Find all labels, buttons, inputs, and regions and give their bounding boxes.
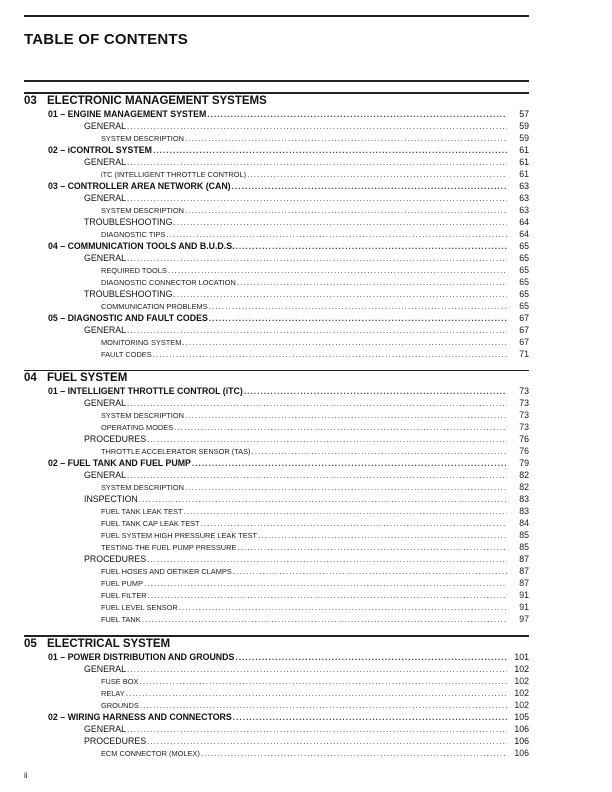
- entry-label: GENERAL: [84, 663, 127, 674]
- toc-subsection-entry[interactable]: [24, 723, 529, 735]
- dot-leader: [251, 446, 507, 457]
- entry-page-number: 65: [519, 288, 529, 299]
- entry-label: FUEL TANK: [101, 615, 141, 624]
- toc-chapter-entry[interactable]: [24, 711, 529, 723]
- entry-label: SYSTEM DESCRIPTION: [101, 133, 184, 143]
- toc-topic-entry[interactable]: [24, 348, 529, 360]
- dot-leader: [139, 494, 507, 505]
- dot-leader: [185, 410, 507, 421]
- section-number: 03: [24, 94, 37, 107]
- entry-page-number: 85: [519, 530, 529, 540]
- entry-page-number: 87: [519, 554, 529, 564]
- toc-topic-entry[interactable]: [24, 517, 529, 529]
- dot-leader: [258, 530, 507, 541]
- dot-leader: [127, 470, 507, 481]
- page-title: TABLE OF CONTENTS: [24, 31, 188, 48]
- toc-subsection-entry[interactable]: [24, 288, 529, 300]
- entry-page-number: 102: [514, 663, 529, 674]
- toc-topic-entry[interactable]: [24, 336, 529, 348]
- entry-label: iTC (INTELLIGENT THROTTLE CONTROL): [101, 169, 247, 179]
- section-title: ELECTRONIC MANAGEMENT SYSTEMS: [47, 94, 267, 107]
- dot-leader: [209, 301, 507, 312]
- dot-leader: [185, 205, 507, 216]
- entry-page-number: 64: [519, 228, 529, 239]
- section-title: ELECTRICAL SYSTEM: [47, 637, 171, 650]
- entry-page-number: 73: [519, 410, 529, 420]
- toc-topic-entry[interactable]: [24, 228, 529, 240]
- toc-topic-entry[interactable]: [24, 541, 529, 553]
- entry-label: 04 – COMMUNICATION TOOLS AND B.U.D.S.: [48, 240, 235, 251]
- entry-label: GENERAL: [84, 252, 127, 263]
- entry-page-number: 87: [519, 578, 529, 588]
- toc-topic-entry[interactable]: [24, 577, 529, 589]
- dot-leader: [235, 652, 507, 663]
- dot-leader: [237, 542, 507, 553]
- dot-leader: [244, 386, 507, 397]
- entry-label: TROUBLESHOOTING: [84, 216, 173, 227]
- entry-label: TROUBLESHOOTING: [84, 288, 173, 299]
- toc-subsection-entry[interactable]: [24, 252, 529, 264]
- entry-label: FUEL SYSTEM HIGH PRESSURE LEAK TEST: [101, 531, 258, 540]
- dot-leader: [147, 554, 507, 565]
- entry-page-number: 61: [519, 144, 529, 155]
- toc-subsection-entry[interactable]: [24, 433, 529, 445]
- entry-label: PROCEDURES: [84, 554, 147, 564]
- dot-leader: [237, 277, 507, 288]
- entry-page-number: 65: [519, 300, 529, 311]
- entry-page-number: 102: [514, 699, 529, 710]
- entry-label: MONITORING SYSTEM: [101, 337, 182, 347]
- entry-label: GENERAL: [84, 723, 127, 734]
- dot-leader: [182, 337, 507, 348]
- toc-section-03: [24, 92, 529, 360]
- toc-chapter-entry[interactable]: [24, 312, 529, 324]
- entry-label: GENERAL: [84, 324, 127, 335]
- toc-chapter-entry[interactable]: [24, 457, 529, 469]
- entry-page-number: 67: [519, 312, 529, 323]
- toc-subsection-entry[interactable]: [24, 493, 529, 505]
- entry-page-number: 83: [519, 506, 529, 516]
- toc-topic-entry[interactable]: [24, 204, 529, 216]
- entry-label: OPERATING MODES: [101, 423, 174, 432]
- entry-label: 02 – FUEL TANK AND FUEL PUMP: [48, 458, 191, 468]
- dot-leader: [201, 518, 507, 529]
- dot-leader: [147, 434, 507, 445]
- entry-page-number: 79: [519, 458, 529, 468]
- entry-label: PROCEDURES: [84, 434, 147, 444]
- dot-leader: [233, 712, 507, 723]
- toc-topic-entry[interactable]: [24, 264, 529, 276]
- entry-label: GENERAL: [84, 192, 127, 203]
- dot-leader: [236, 241, 507, 252]
- entry-label: GENERAL: [84, 470, 127, 480]
- toc-topic-entry[interactable]: [24, 421, 529, 433]
- entry-page-number: 87: [519, 566, 529, 576]
- page-number: ii: [24, 771, 28, 780]
- entry-label: REQUIRED TOOLS: [101, 265, 167, 275]
- toc-topic-entry[interactable]: [24, 699, 529, 711]
- entry-label: INSPECTION: [84, 494, 138, 504]
- entry-page-number: 73: [519, 422, 529, 432]
- dot-leader: [153, 145, 507, 156]
- dot-leader: [185, 133, 507, 144]
- dot-leader: [127, 398, 507, 409]
- toc-chapter-entry[interactable]: [24, 385, 529, 397]
- toc-topic-entry[interactable]: [24, 687, 529, 699]
- entry-label: ECM CONNECTOR (MOLEX): [101, 748, 200, 758]
- section-number: 05: [24, 637, 37, 650]
- toc-topic-entry[interactable]: [24, 409, 529, 421]
- toc-topic-entry[interactable]: [24, 276, 529, 288]
- dot-leader: [166, 229, 507, 240]
- section-heading[interactable]: [24, 638, 529, 651]
- toc-topic-entry[interactable]: [24, 132, 529, 144]
- toc-topic-entry[interactable]: [24, 481, 529, 493]
- entry-page-number: 67: [519, 324, 529, 335]
- dot-leader: [185, 482, 507, 493]
- dot-leader: [144, 578, 507, 589]
- dot-leader: [209, 313, 507, 324]
- entry-label: 05 – DIAGNOSTIC AND FAULT CODES: [48, 312, 208, 323]
- dot-leader: [139, 676, 507, 687]
- entry-label: SYSTEM DESCRIPTION: [101, 205, 184, 215]
- entry-label: GENERAL: [84, 120, 127, 131]
- entry-label: FUEL TANK CAP LEAK TEST: [101, 519, 200, 528]
- entry-page-number: 65: [519, 252, 529, 263]
- toc-subsection-entry[interactable]: [24, 553, 529, 565]
- toc-topic-entry[interactable]: [24, 675, 529, 687]
- dot-leader: [142, 614, 507, 625]
- toc-topic-entry[interactable]: [24, 445, 529, 457]
- toc-subsection-entry[interactable]: [24, 156, 529, 168]
- entry-page-number: 63: [519, 180, 529, 191]
- dot-leader: [232, 181, 507, 192]
- entry-page-number: 76: [519, 434, 529, 444]
- dot-leader: [127, 121, 507, 132]
- toc-topic-entry[interactable]: [24, 747, 529, 759]
- table-of-contents: [24, 92, 529, 759]
- entry-page-number: 65: [519, 264, 529, 275]
- dot-leader: [183, 506, 507, 517]
- entry-page-number: 67: [519, 336, 529, 347]
- dot-leader: [140, 700, 507, 711]
- toc-subsection-entry[interactable]: [24, 216, 529, 228]
- entry-label: 01 – ENGINE MANAGEMENT SYSTEM: [48, 108, 207, 119]
- entry-label: FAULT CODES: [101, 349, 152, 359]
- entry-label: 01 – POWER DISTRIBUTION AND GROUNDS: [48, 651, 235, 662]
- dot-leader: [207, 109, 507, 120]
- entry-page-number: 64: [519, 216, 529, 227]
- entry-page-number: 76: [519, 446, 529, 456]
- title-divider: [24, 80, 529, 82]
- toc-chapter-entry[interactable]: [24, 651, 529, 663]
- entry-label: FUEL HOSES AND OETIKER CLAMPS: [101, 567, 232, 576]
- entry-label: GROUNDS: [101, 700, 139, 710]
- section-heading[interactable]: [24, 95, 529, 108]
- section-title: FUEL SYSTEM: [47, 372, 128, 384]
- entry-page-number: 63: [519, 204, 529, 215]
- entry-label: FUEL LEVEL SENSOR: [101, 603, 178, 612]
- dot-leader: [168, 265, 507, 276]
- toc-subsection-entry[interactable]: [24, 120, 529, 132]
- entry-page-number: 61: [519, 156, 529, 167]
- entry-page-number: 106: [514, 735, 529, 746]
- dot-leader: [153, 349, 507, 360]
- entry-page-number: 82: [519, 482, 529, 492]
- entry-label: SYSTEM DESCRIPTION: [101, 411, 184, 420]
- toc-topic-entry[interactable]: [24, 529, 529, 541]
- entry-page-number: 59: [519, 120, 529, 131]
- toc-subsection-entry[interactable]: [24, 397, 529, 409]
- toc-topic-entry[interactable]: [24, 300, 529, 312]
- toc-topic-entry[interactable]: [24, 589, 529, 601]
- toc-topic-entry[interactable]: [24, 565, 529, 577]
- dot-leader: [174, 422, 507, 433]
- dot-leader: [201, 748, 507, 759]
- toc-chapter-entry[interactable]: [24, 180, 529, 192]
- toc-topic-entry[interactable]: [24, 505, 529, 517]
- entry-label: PROCEDURES: [84, 735, 147, 746]
- entry-label: 02 – iCONTROL SYSTEM: [48, 144, 152, 155]
- dot-leader: [148, 590, 507, 601]
- dot-leader: [127, 253, 507, 264]
- dot-leader: [147, 736, 507, 747]
- toc-subsection-entry[interactable]: [24, 735, 529, 747]
- toc-chapter-entry[interactable]: [24, 240, 529, 252]
- toc-subsection-entry[interactable]: [24, 192, 529, 204]
- dot-leader: [127, 157, 507, 168]
- entry-page-number: 71: [519, 348, 529, 359]
- entry-label: COMMUNICATION PROBLEMS: [101, 301, 208, 311]
- entry-label: 01 – INTELLIGENT THROTTLE CONTROL (iTC): [48, 386, 243, 396]
- dot-leader: [173, 289, 507, 300]
- entry-label: FUEL PUMP: [101, 579, 144, 588]
- entry-page-number: 82: [519, 470, 529, 480]
- section-rule: [24, 635, 529, 637]
- dot-leader: [127, 325, 507, 336]
- entry-page-number: 97: [519, 614, 529, 624]
- entry-page-number: 57: [519, 108, 529, 119]
- toc-chapter-entry[interactable]: [24, 144, 529, 156]
- entry-page-number: 106: [514, 723, 529, 734]
- entry-page-number: 83: [519, 494, 529, 504]
- toc-chapter-entry[interactable]: [24, 108, 529, 120]
- dot-leader: [233, 566, 507, 577]
- toc-section-05: [24, 635, 529, 759]
- entry-page-number: 73: [519, 386, 529, 396]
- toc-topic-entry[interactable]: [24, 168, 529, 180]
- entry-label: SYSTEM DESCRIPTION: [101, 483, 184, 492]
- entry-label: DIAGNOSTIC CONNECTOR LOCATION: [101, 277, 236, 287]
- entry-page-number: 61: [519, 168, 529, 179]
- entry-label: GENERAL: [84, 156, 127, 167]
- entry-label: FUEL TANK LEAK TEST: [101, 507, 183, 516]
- entry-page-number: 63: [519, 192, 529, 203]
- entry-label: FUEL FILTER: [101, 591, 147, 600]
- entry-page-number: 65: [519, 240, 529, 251]
- dot-leader: [126, 688, 507, 699]
- entry-page-number: 73: [519, 398, 529, 408]
- entry-label: FUSE BOX: [101, 676, 139, 686]
- toc-section-04: [24, 370, 529, 626]
- entry-page-number: 105: [514, 711, 529, 722]
- dot-leader: [127, 193, 507, 204]
- entry-page-number: 59: [519, 132, 529, 143]
- dot-leader: [247, 169, 507, 180]
- section-heading[interactable]: [24, 372, 529, 385]
- section-number: 04: [24, 372, 37, 384]
- section-rule: [24, 370, 529, 372]
- dot-leader: [127, 664, 507, 675]
- toc-subsection-entry[interactable]: [24, 324, 529, 336]
- entry-label: 02 – WIRING HARNESS AND CONNECTORS: [48, 711, 232, 722]
- entry-page-number: 106: [514, 747, 529, 758]
- toc-topic-entry[interactable]: [24, 613, 529, 625]
- entry-page-number: 84: [519, 518, 529, 528]
- entry-label: DIAGNOSTIC TIPS: [101, 229, 166, 239]
- entry-page-number: 91: [519, 602, 529, 612]
- dot-leader: [127, 724, 507, 735]
- entry-label: THROTTLE ACCELERATOR SENSOR (TAS): [101, 447, 251, 456]
- dot-leader: [192, 458, 507, 469]
- entry-label: TESTING THE FUEL PUMP PRESSURE: [101, 543, 237, 552]
- toc-subsection-entry[interactable]: [24, 663, 529, 675]
- toc-topic-entry[interactable]: [24, 601, 529, 613]
- toc-subsection-entry[interactable]: [24, 469, 529, 481]
- entry-page-number: 101: [514, 651, 529, 662]
- entry-page-number: 102: [514, 675, 529, 686]
- top-rule: [24, 15, 529, 17]
- entry-page-number: 102: [514, 687, 529, 698]
- dot-leader: [173, 217, 507, 228]
- entry-page-number: 85: [519, 542, 529, 552]
- entry-page-number: 91: [519, 590, 529, 600]
- entry-label: GENERAL: [84, 398, 127, 408]
- entry-label: RELAY: [101, 688, 125, 698]
- entry-page-number: 65: [519, 276, 529, 287]
- dot-leader: [179, 602, 507, 613]
- section-rule: [24, 92, 529, 94]
- entry-label: 03 – CONTROLLER AREA NETWORK (CAN): [48, 180, 231, 191]
